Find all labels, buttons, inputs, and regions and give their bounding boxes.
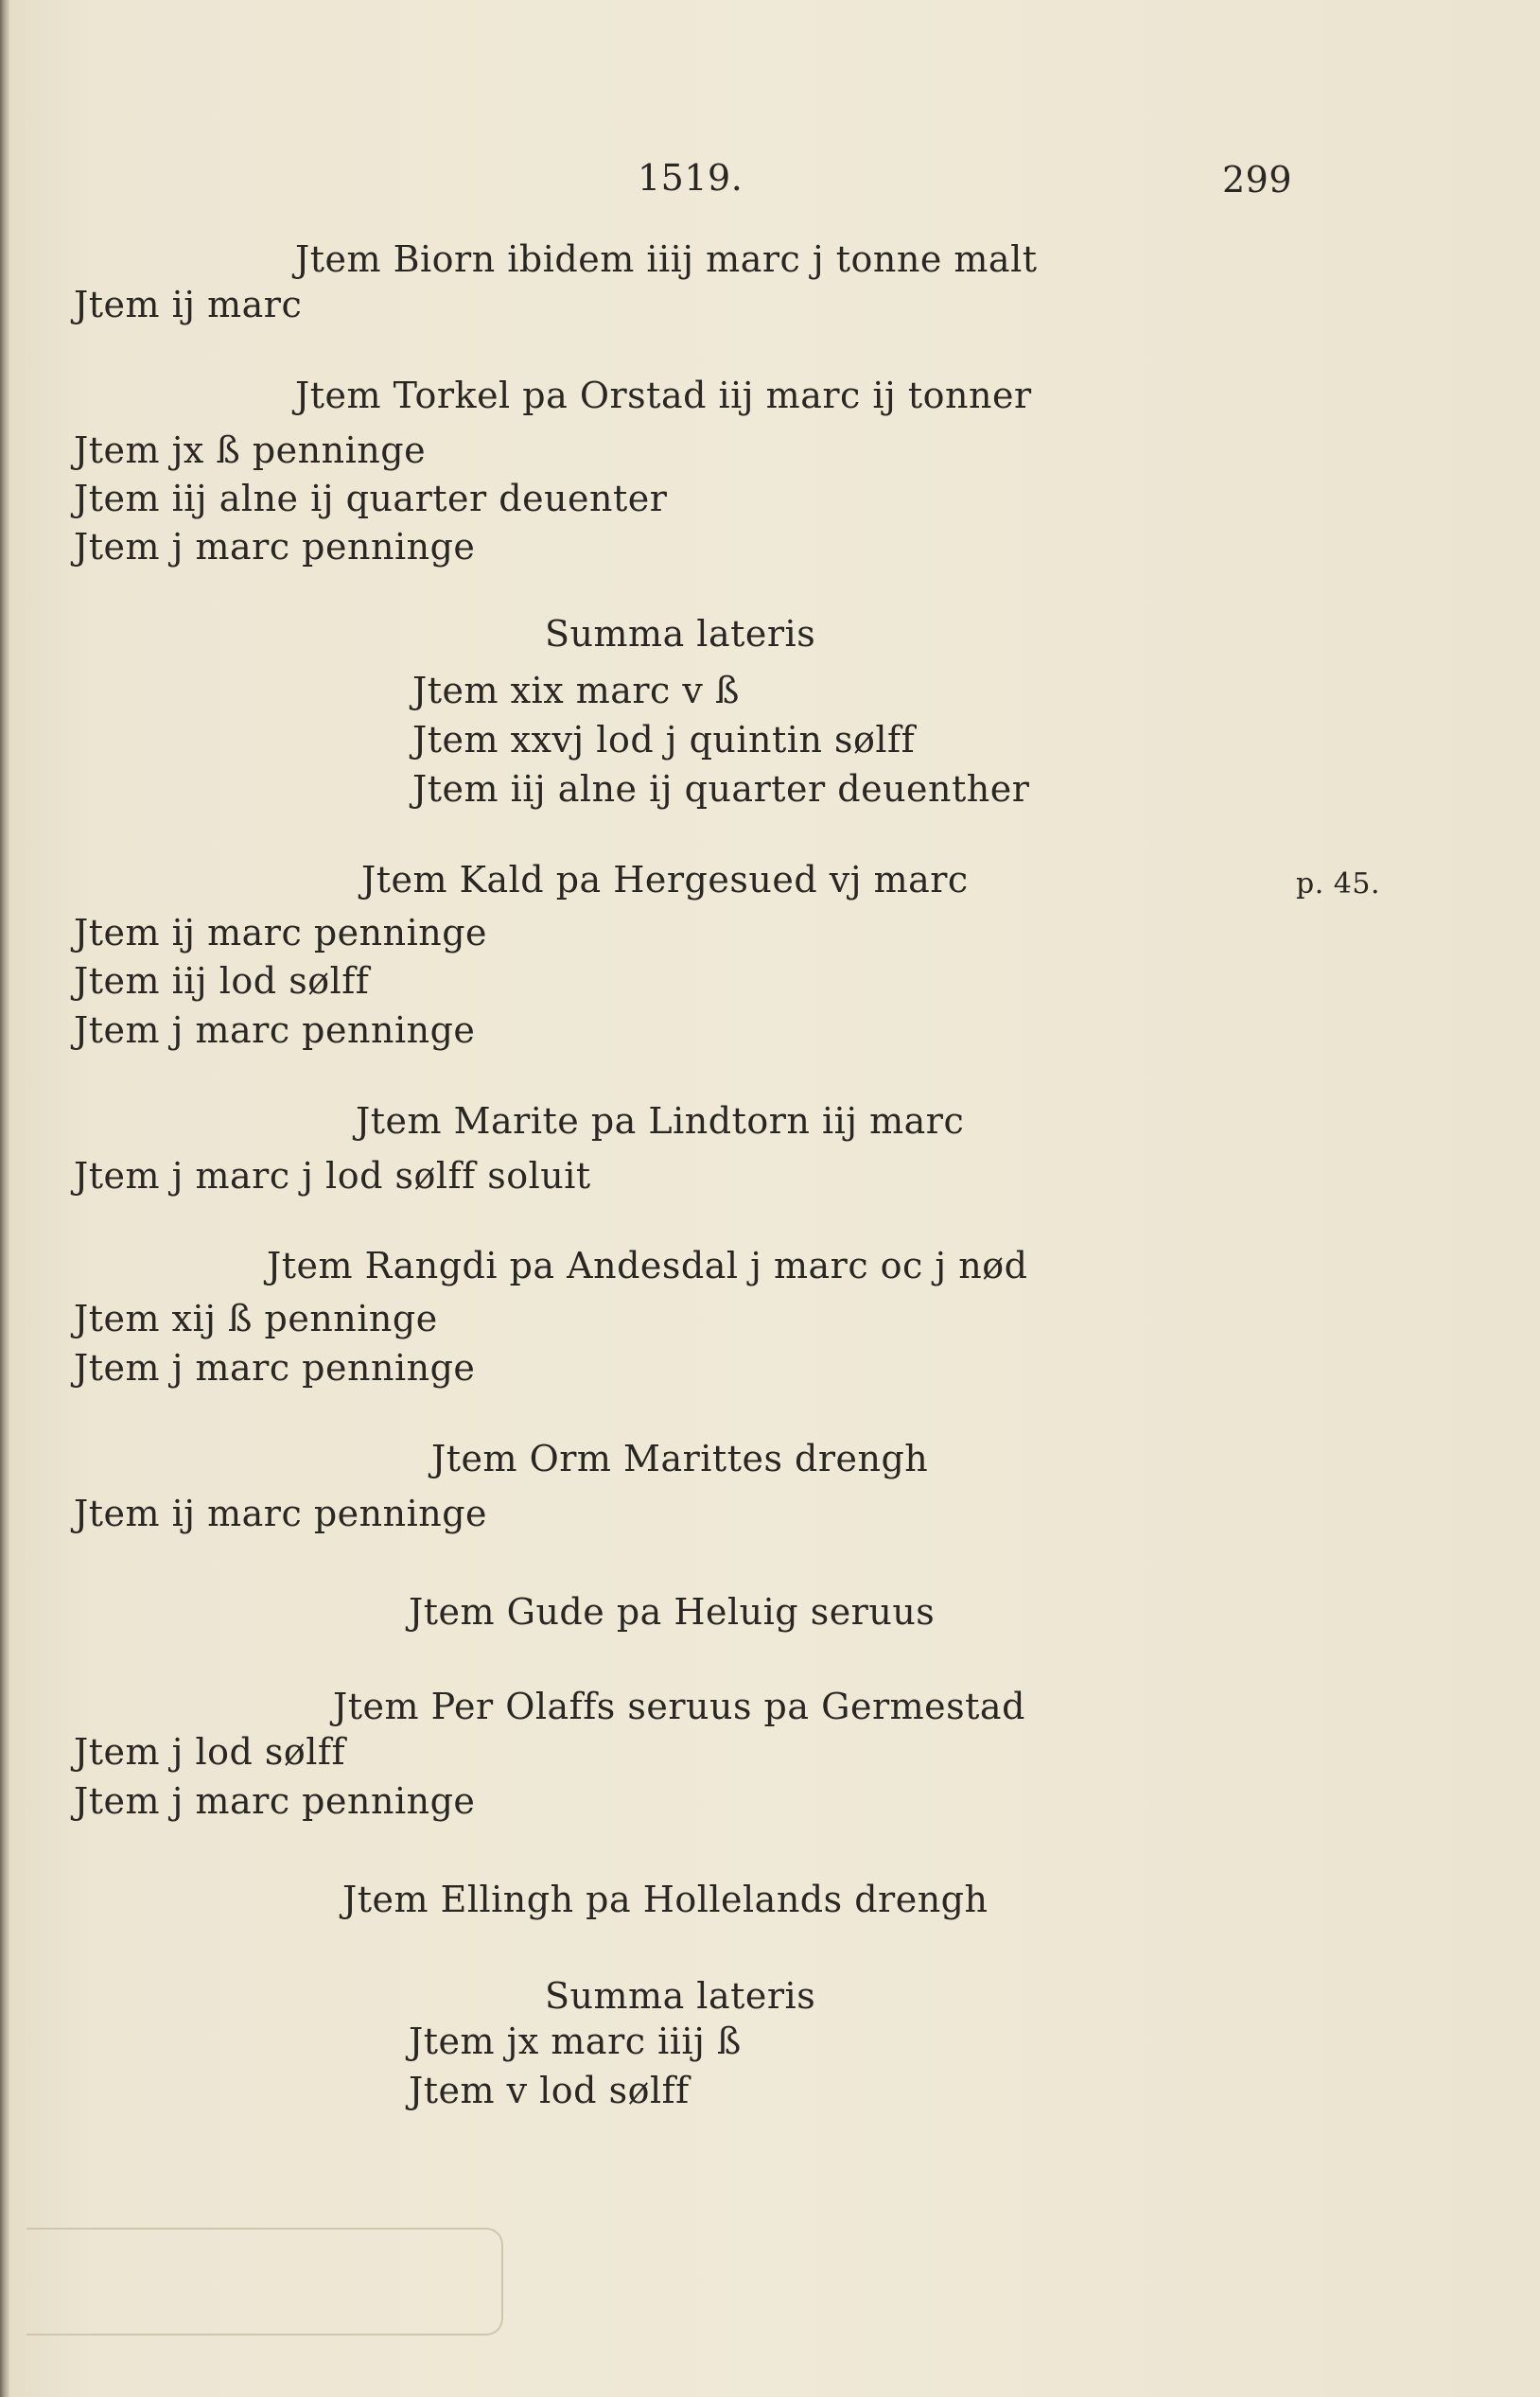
entry-line: Jtem xij ß penninge (74, 1298, 438, 1339)
library-stamp-outline (26, 2228, 503, 2336)
summa-line: Jtem iij alne ij quarter deuenther (412, 768, 1030, 810)
page-number: 299 (1222, 159, 1293, 201)
entry-line: Jtem j marc j lod sølff soluit (74, 1155, 591, 1197)
entry-line: Jtem iij alne ij quarter deuenter (74, 478, 668, 519)
summa-line: Jtem xxvj lod j quintin sølff (412, 719, 916, 761)
entry-line: Jtem ij marc penninge (74, 1493, 488, 1534)
summa-heading: Summa lateris (545, 613, 816, 655)
entry-line: Jtem iij lod sølff (74, 960, 370, 1002)
entry-line: Jtem Gude pa Heluig seruus (409, 1591, 936, 1633)
summa-line: Jtem xix marc v ß (412, 670, 740, 711)
entry-line: Jtem ij marc (74, 284, 303, 325)
entry-line: Jtem Per Olaffs seruus pa Germestad (333, 1686, 1025, 1727)
page-edge (0, 0, 9, 2397)
entry-line: Jtem Orm Marittes drengh (431, 1438, 929, 1479)
entry-line: Jtem j marc penninge (74, 1009, 476, 1051)
entry-line: Jtem Kald pa Hergesued vj marc (361, 859, 969, 901)
entry-line: Jtem j marc penninge (74, 526, 476, 568)
header-year: 1519. (638, 157, 744, 199)
entry-line: Jtem j marc penninge (74, 1347, 476, 1389)
summa-heading: Summa lateris (545, 1975, 816, 2017)
entry-line: Jtem Ellingh pa Hollelands drengh (342, 1879, 989, 1920)
entry-line: Jtem jx ß penninge (74, 429, 427, 471)
margin-note: p. 45. (1296, 867, 1380, 901)
entry-line: Jtem ij marc penninge (74, 912, 488, 954)
entry-line: Jtem Marite pa Lindtorn iij marc (356, 1100, 965, 1142)
entry-line: Jtem j marc penninge (74, 1780, 476, 1822)
entry-line: Jtem Rangdi pa Andesdal j marc oc j nød (267, 1245, 1028, 1286)
summa-line: Jtem jx marc iiij ß (409, 2021, 742, 2062)
entry-line: Jtem Biorn ibidem iiij marc j tonne malt (295, 238, 1038, 280)
entry-line: Jtem Torkel pa Orstad iij marc ij tonner (295, 375, 1032, 416)
entry-line: Jtem j lod sølff (74, 1731, 346, 1773)
summa-line: Jtem v lod sølff (409, 2070, 690, 2111)
